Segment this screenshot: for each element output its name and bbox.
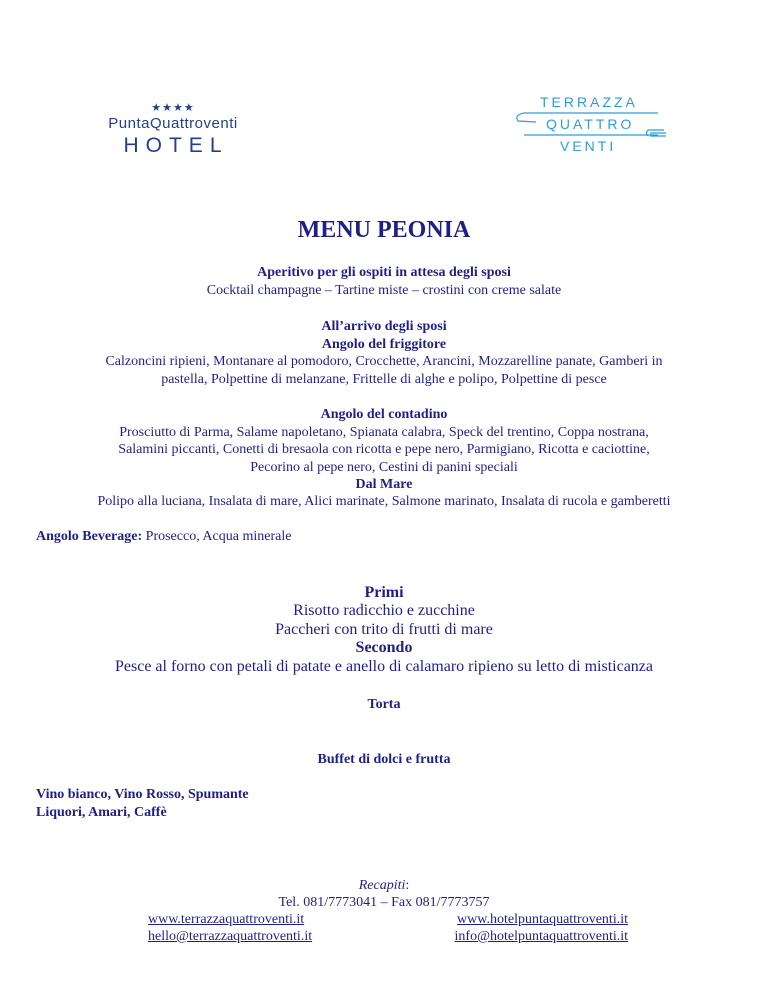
hotel-website-link[interactable]: www.hotelpuntaquattroventi.it <box>457 912 628 927</box>
hotel-email-link[interactable]: info@hotelpuntaquattroventi.it <box>454 929 628 944</box>
friggitore-line-2: pastella, Polpettine di melanzane, Frittelle di alghe e polipo, Polpettine di pesce <box>161 372 607 387</box>
friggitore-line-1: Calzoncini ripieni, Montanare al pomodoro, Crocchette, Arancini, Mozzarelline panate, Gamberi in <box>105 354 663 369</box>
mare-heading: Dal Mare <box>355 477 413 492</box>
mare-text: Polipo alla luciana, Insalata di mare, Alici marinate, Salmone marinato, Insalata di rucola e gamberetti <box>97 494 671 509</box>
torta-heading: Torta <box>367 697 401 712</box>
contadino-heading: Angolo del contadino <box>320 407 448 422</box>
footer-label-colon: : <box>405 878 410 893</box>
hotel-logo <box>88 102 258 158</box>
terrazza-logo <box>512 92 682 162</box>
beverage-line <box>36 528 736 546</box>
contadino-line-1: Prosciutto di Parma, Salame napoletano, Spianata calabra, Speck del trentino, Coppa nostrana, <box>119 425 649 440</box>
terrazza-website-link[interactable]: www.terrazzaquattroventi.it <box>148 912 305 927</box>
drinks-line-1: Vino bianco, Vino Rosso, Spumante <box>36 787 249 802</box>
primi-heading: Primi <box>364 584 404 601</box>
footer-web-row <box>148 911 628 928</box>
hotel-logo-brand: PuntaQuattroventi <box>108 115 238 132</box>
terrazza-logo-line3: VENTI <box>560 138 617 154</box>
drinks-line-2: Liquori, Amari, Caffè <box>36 805 167 820</box>
footer-phone: Tel. 081/7773041 – Fax 081/7773757 <box>278 895 490 910</box>
primi-item-1: Risotto radicchio e zucchine <box>293 602 475 619</box>
buffet-heading: Buffet di dolci e frutta <box>317 752 451 767</box>
footer-label: Recapiti <box>358 878 406 893</box>
primi-item-2: Paccheri con trito di frutti di mare <box>275 621 493 638</box>
beverage-text: Prosecco, Acqua minerale <box>142 529 292 544</box>
secondo-heading: Secondo <box>355 639 413 656</box>
contadino-line-2: Salamini piccanti, Conetti di bresaola con ricotta e pepe nero, Parmigiano, Ricotta e caciottine, <box>118 442 650 457</box>
aperitivo-heading: Aperitivo per gli ospiti in attesa degli sposi <box>257 265 511 280</box>
friggitore-heading: Angolo del friggitore <box>321 337 447 352</box>
terrazza-logo-line2: QUATTRO <box>546 116 635 132</box>
footer-mail-row <box>148 928 628 945</box>
hotel-logo-stars: ★★★★ <box>151 102 195 114</box>
contadino-line-3: Pecorino al pepe nero, Cestini di panini speciali <box>250 460 518 475</box>
terrazza-logo-line1: TERRAZZA <box>540 94 638 110</box>
secondo-item-1: Pesce al forno con petali di patate e anello di calamaro ripieno su letto di misticanza <box>114 658 654 675</box>
arrivo-heading: All’arrivo degli sposi <box>321 319 447 334</box>
beverage-label: Angolo Beverage: <box>36 529 143 544</box>
footer-label-line <box>0 877 768 894</box>
footer <box>0 877 768 944</box>
hotel-logo-subtitle: HOTEL <box>123 134 229 157</box>
terrazza-email-link[interactable]: hello@terrazzaquattroventi.it <box>148 929 313 944</box>
aperitivo-text: Cocktail champagne – Tartine miste – crostini con creme salate <box>206 283 562 298</box>
menu-title: MENU PEONIA <box>297 217 471 243</box>
